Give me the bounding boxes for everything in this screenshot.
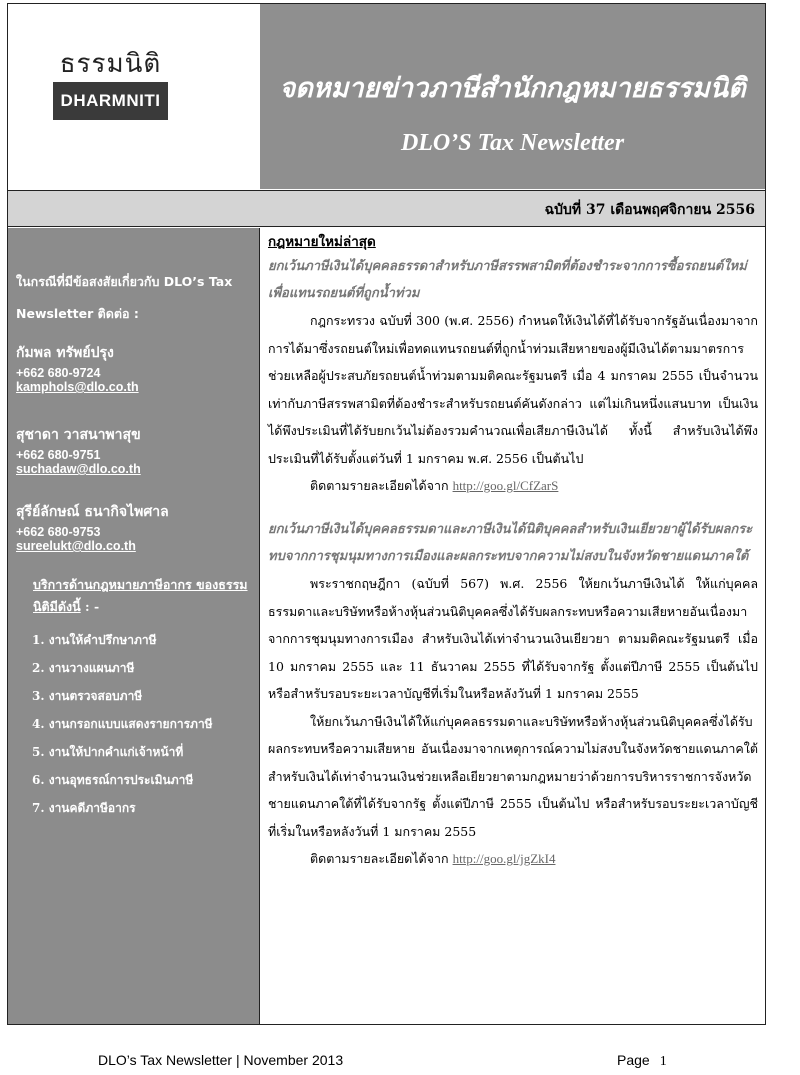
services-list	[32, 626, 254, 822]
service-item: 6. งานอุทธรณ์การประเมินภาษี	[32, 773, 194, 787]
sidebar	[8, 228, 260, 1024]
contact-name: กัมพล ทรัพย์ปรุง	[16, 345, 114, 361]
article-2-body-2: ให้ยกเว้นภาษีเงินได้ให้แก่บุคคลธรรมดาและบริษัทหรือห้างหุ้นส่วนนิติบุคคลซึ่งได้รับผลกระทบหรือความเสียหาย อันเนื่องมาจากเหตุการณ์ความไม่สงบในจังหวัดชายแดนภาคใต้ สำหรับเงินได้เท่าจำนวนเงินช่วยเหลือเยียวยาตามกฎหมายว่าด้วยการบริหารราชการจังหวัดชายแดนภาคใต้ที่ได้รับจากรัฐ ตั้งแต่ปีภาษี 2555 เป็นต้นไป หรือสำหรับรอบระยะเวลาบัญชีที่เริ่มในหรือหลังวันที่ 1 มกราคม 2555	[268, 713, 758, 839]
main-content	[268, 231, 758, 873]
newsletter-title-english: DLO’S Tax Newsletter	[400, 130, 625, 156]
article-2-body-1: พระราชกฤษฎีกา (ฉบับที่ 567) พ.ศ. 2556 ให้ยกเว้นภาษีเงินได้ ให้แก่บุคคลธรรมดาและบริษัทหรือห้างหุ้นส่วนนิติบุคคลซึ่งได้รับผลกระทบหรือความเสียหายอันเนื่องมาจากการชุมนุมทางการเมือง สำหรับเงินได้เท่าจำนวนเงินเยียวยา ตามมติคณะรัฐมนตรี เมื่อ 10 มกราคม 2555 และ 11 ธันวาคม 2555 ที่ได้รับจากรัฐ ตั้งแต่ปีภาษี 2555 เป็นต้นไป หรือสำหรับรอบระยะเวลาบัญชีที่เริ่มในหรือหลังวันที่ 1 มกราคม 2555	[268, 576, 758, 701]
contact-card	[16, 502, 254, 553]
article-2-title: ยกเว้นภาษีเงินได้บุคคลธรรมดาและภาษีเงินได้นิติบุคคลสำหรับเงินเยียวยาผู้ได้รับผลกระทบจากการชุมนุมทางการเมืองและผลกระทบจากความไม่สงบในจังหวัดชายแดนภาคใต้	[268, 522, 753, 564]
service-item: 4. งานกรอกแบบแสดงรายการภาษี	[32, 717, 213, 731]
more-label: ติดตามรายละเอียดได้จาก	[310, 851, 453, 866]
services-heading	[33, 574, 255, 618]
article-1-more	[268, 472, 758, 500]
contact-card	[16, 343, 254, 394]
contact-phone: +662 680-9751	[16, 448, 101, 462]
page-number: 1	[659, 1054, 667, 1069]
service-item: 3. งานตรวจสอบภาษี	[32, 689, 143, 703]
newsletter-title-thai: จดหมายข่าวภาษีสำนักกฎหมายธรรมนิติ	[279, 73, 746, 104]
contact-email-link[interactable]: kamphols@dlo.co.th	[16, 380, 139, 394]
article-1-link[interactable]: http://goo.gl/CfZarS	[452, 478, 559, 493]
footer-page	[617, 1052, 667, 1070]
contact-card	[16, 425, 254, 476]
issue-bar	[8, 190, 765, 227]
footer-title: DLO’s Tax Newsletter | November 2013	[98, 1052, 344, 1068]
article-2-link[interactable]: http://goo.gl/jgZkI4	[452, 851, 556, 866]
logo-thai-text: ธรรมนิติ	[59, 48, 162, 79]
inquiry-line-1: ในกรณีที่มีข้อสงสัยเกี่ยวกับ DLO’s Tax	[16, 274, 233, 289]
section-heading: กฎหมายใหม่ล่าสุด	[268, 234, 376, 250]
service-item: 5. งานให้ปากคำแก่เจ้าหน้าที่	[32, 745, 184, 759]
services-heading-suffix: : -	[80, 599, 100, 614]
contact-email-link[interactable]: suchadaw@dlo.co.th	[16, 462, 141, 476]
page-label: Page	[617, 1052, 650, 1068]
article-2-more	[268, 845, 758, 873]
logo-panel	[8, 4, 261, 189]
contact-email-link[interactable]: sureelukt@dlo.co.th	[16, 539, 136, 553]
issue-number: ฉบับที่ 37 เดือนพฤศจิกายน 2556	[544, 202, 755, 218]
services-heading-line-1: บริการด้านกฎหมายภาษีอากร ของธรรม	[33, 577, 248, 592]
inquiry-text	[16, 266, 254, 330]
article-1-body: กฎกระทรวง ฉบับที่ 300 (พ.ศ. 2556) กำหนดให้เงินได้ที่ได้รับจากรัฐอันเนื่องมาจากการได้มาซึ่งรถยนต์ใหม่เพื่อทดแทนรถยนต์ที่ถูกน้ำท่วมเสียหายของผู้มีเงินได้ตามมาตรการช่วยเหลือผู้ประสบภัยรถยนต์น้ำท่วมตามมติคณะรัฐมนตรี เมื่อ 4 มกราคม 2555 เป็นจำนวนเท่ากับภาษีสรรพสามิตที่ต้องชำระสำหรับรถยนต์คันดังกล่าว แต่ไม่เกินหนึ่งแสนบาท เป็นเงินได้พึงประเมินที่ได้รับยกเว้นไม่ต้องรวมคำนวณเพื่อเสียภาษีเงินได้ ทั้งนี้ สำหรับเงินได้พึงประเมินที่ได้รับตั้งแต่วันที่ 1 มกราคม พ.ศ. 2556 เป็นต้นไป	[268, 313, 758, 466]
article-1-title: ยกเว้นภาษีเงินได้บุคคลธรรดาสำหรับภาษีสรรพสามิตที่ต้องชำระจากการซื้อรถยนต์ใหม่เพื่อแทนรถยนต์ที่ถูกน้ำท่วม	[268, 259, 747, 301]
contact-name: สุรีย์ลักษณ์ ธนากิจไพศาล	[16, 504, 169, 520]
service-item: 7. งานคดีภาษีอากร	[32, 801, 136, 815]
logo-en-text: DHARMNITI	[53, 82, 168, 120]
more-label: ติดตามรายละเอียดได้จาก	[310, 478, 453, 493]
contact-phone: +662 680-9753	[16, 525, 101, 539]
service-item: 2. งานวางแผนภาษี	[32, 661, 135, 675]
services-heading-line-2: นิติมีดังนี้	[33, 599, 81, 614]
inquiry-line-2: Newsletter ติดต่อ :	[16, 306, 139, 321]
contact-name: สุชาดา วาสนาพาสุข	[16, 427, 141, 443]
title-panel	[260, 4, 765, 189]
contact-phone: +662 680-9724	[16, 366, 101, 380]
dharmniti-logo	[53, 44, 168, 122]
spacer	[268, 500, 758, 516]
service-item: 1. งานให้คำปรึกษาภาษี	[32, 633, 157, 647]
